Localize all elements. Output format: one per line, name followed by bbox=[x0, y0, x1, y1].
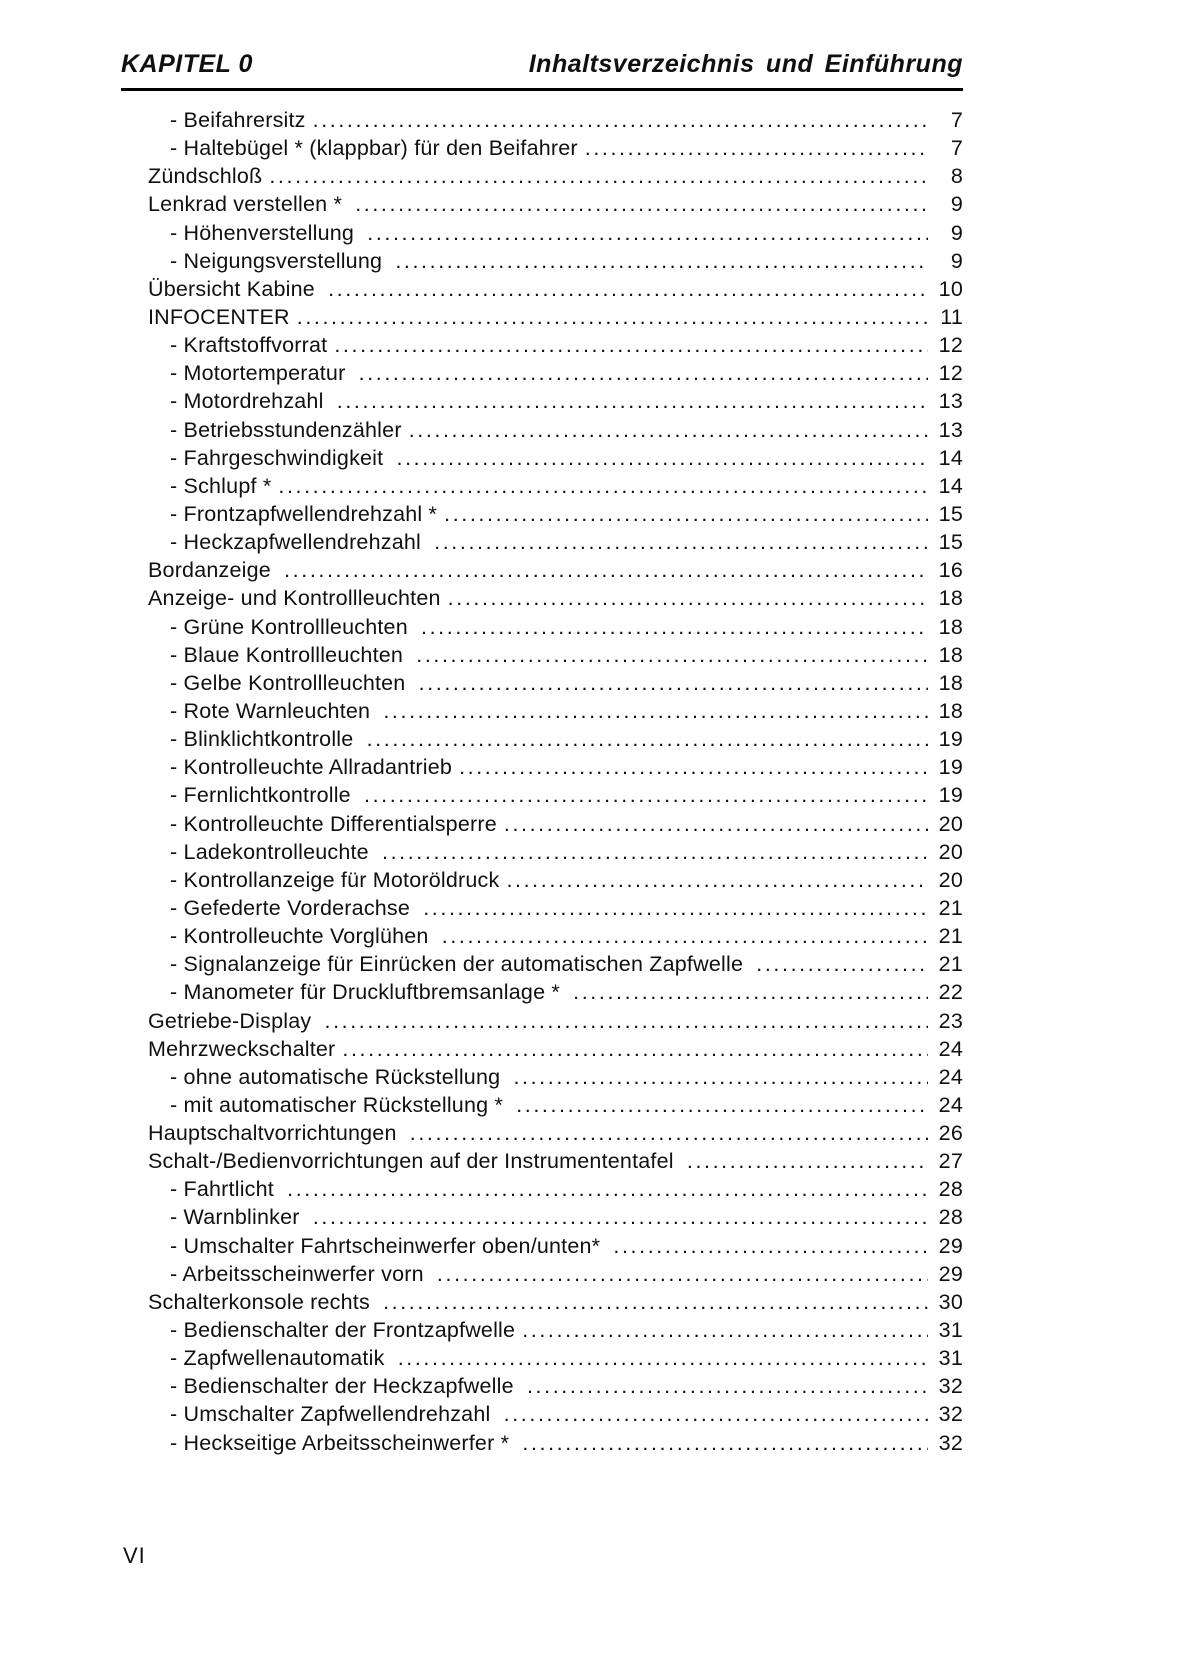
toc-entry-page: 18 bbox=[938, 586, 963, 611]
toc-entry-page: 24 bbox=[938, 1092, 963, 1117]
toc-entry bbox=[148, 840, 963, 868]
toc-leader-dots bbox=[504, 812, 928, 837]
toc-entry bbox=[148, 783, 963, 811]
toc-entry-label: Mehrzweckschalter bbox=[148, 1036, 336, 1061]
toc-leader-dots bbox=[364, 783, 928, 808]
toc-entry-label: - Grüne Kontrollleuchten bbox=[170, 614, 415, 639]
toc-entry-label: - Motortemperatur bbox=[170, 361, 352, 386]
toc-entry-page: 7 bbox=[950, 136, 963, 161]
toc-entry bbox=[148, 699, 963, 727]
toc-entry-label: - Zapfwellenautomatik bbox=[170, 1346, 391, 1371]
toc-entry bbox=[148, 1290, 963, 1318]
toc-entry-label: Anzeige- und Kontrollleuchten bbox=[148, 586, 441, 611]
toc-entry-label: - Heckseitige Arbeitsscheinwerfer * bbox=[170, 1430, 516, 1455]
toc-entry bbox=[148, 192, 963, 220]
toc-leader-dots bbox=[421, 615, 928, 640]
toc-entry bbox=[148, 1037, 963, 1065]
toc-entry bbox=[148, 474, 963, 502]
toc-entry-page: 15 bbox=[938, 530, 963, 555]
toc-entry-label: Schalt-/Bedienvorrichtungen auf der Instrumententafel bbox=[148, 1149, 680, 1174]
toc-entry-label: INFOCENTER bbox=[148, 304, 290, 329]
toc-entry-label: Zündschloß bbox=[148, 164, 263, 189]
toc-entry bbox=[148, 389, 963, 417]
toc-entry-page: 14 bbox=[938, 473, 963, 498]
toc-entry-page: 20 bbox=[938, 811, 963, 836]
toc-entry bbox=[148, 896, 963, 924]
toc-entry-page: 22 bbox=[938, 980, 963, 1005]
toc-leader-dots bbox=[522, 1318, 928, 1343]
toc-entry-label: - Warnblinker bbox=[170, 1205, 306, 1230]
toc-leader-dots bbox=[367, 727, 928, 752]
toc-leader-dots bbox=[313, 108, 928, 133]
toc-leader-dots bbox=[355, 192, 928, 217]
toc-entry-label: - Kontrolleuchte Differentialsperre bbox=[170, 811, 497, 836]
toc-entry bbox=[148, 924, 963, 952]
toc-entry-page: 32 bbox=[938, 1402, 963, 1427]
toc-entry-page: 31 bbox=[938, 1318, 963, 1343]
toc-entry bbox=[148, 755, 963, 783]
toc-leader-dots bbox=[334, 333, 928, 358]
toc-entry-page: 20 bbox=[938, 839, 963, 864]
toc-leader-dots bbox=[459, 755, 928, 780]
toc-entry bbox=[148, 1318, 963, 1346]
toc-entry-page: 14 bbox=[938, 445, 963, 470]
toc-entry-label: - Betriebsstundenzähler bbox=[170, 417, 402, 442]
toc-entry bbox=[148, 136, 963, 164]
toc-entry-page: 11 bbox=[940, 304, 963, 329]
toc-leader-dots bbox=[419, 671, 928, 696]
toc-entry bbox=[148, 1205, 963, 1233]
toc-entry-page: 29 bbox=[938, 1233, 963, 1258]
toc-entry-label: - Signalanzeige für Einrücken der automatischen Zapfwelle bbox=[170, 952, 750, 977]
toc-entry-page: 29 bbox=[938, 1261, 963, 1286]
toc-entry-label: - Höhenverstellung bbox=[170, 220, 361, 245]
toc-entry-page: 7 bbox=[950, 108, 963, 132]
toc-leader-dots bbox=[416, 643, 928, 668]
toc-entry bbox=[148, 643, 963, 671]
toc-entry-page: 21 bbox=[938, 895, 963, 920]
toc-leader-dots bbox=[444, 502, 928, 527]
toc-leader-dots bbox=[382, 840, 928, 865]
chapter-title: Inhaltsverzeichnis und Einführung bbox=[528, 50, 963, 78]
toc-entry-page: 13 bbox=[938, 417, 963, 442]
toc-entry bbox=[148, 333, 963, 361]
toc-entry-label: - Blinklichtkontrolle bbox=[170, 727, 360, 752]
toc-entry-page: 13 bbox=[938, 389, 963, 414]
toc-entry-page: 18 bbox=[938, 642, 963, 667]
toc-entry-page: 8 bbox=[950, 164, 963, 189]
toc-entry-page: 31 bbox=[938, 1346, 963, 1371]
toc-entry-label: Bordanzeige bbox=[148, 558, 278, 583]
toc-leader-dots bbox=[395, 249, 928, 274]
toc-leader-dots bbox=[328, 277, 928, 302]
toc-entry bbox=[148, 108, 963, 136]
toc-entry-page: 24 bbox=[938, 1036, 963, 1061]
toc-entry-label: - Fernlichtkontrolle bbox=[170, 783, 358, 808]
toc-leader-dots bbox=[398, 1346, 928, 1371]
toc-leader-dots bbox=[423, 896, 928, 921]
toc-entry bbox=[148, 1374, 963, 1402]
toc-entry-page: 28 bbox=[938, 1177, 963, 1202]
toc-entry-label: - ohne automatische Rückstellung bbox=[170, 1064, 507, 1089]
toc-entry-page: 30 bbox=[938, 1289, 963, 1314]
toc-entry bbox=[148, 249, 963, 277]
toc-entry-page: 10 bbox=[938, 276, 963, 301]
toc-entry-page: 20 bbox=[938, 867, 963, 892]
toc-leader-dots bbox=[516, 1093, 928, 1118]
toc-entry-label: - Schlupf * bbox=[170, 473, 272, 498]
toc-entry-page: 28 bbox=[938, 1205, 963, 1230]
toc-entry-page: 21 bbox=[938, 924, 963, 949]
toc-entry bbox=[148, 1009, 963, 1037]
toc-entry bbox=[148, 502, 963, 530]
toc-entry-label: - mit automatischer Rückstellung * bbox=[170, 1092, 510, 1117]
toc-entry bbox=[148, 446, 963, 474]
toc-entry-page: 18 bbox=[938, 614, 963, 639]
toc-leader-dots bbox=[442, 924, 928, 949]
toc-leader-dots bbox=[297, 305, 928, 330]
toc-entry bbox=[148, 558, 963, 586]
toc-entry bbox=[148, 1065, 963, 1093]
toc-leader-dots bbox=[613, 1234, 928, 1259]
toc-leader-dots bbox=[585, 136, 928, 161]
toc-entry-label: - Gelbe Kontrollleuchten bbox=[170, 670, 412, 695]
toc-entry-label: Getriebe-Display bbox=[148, 1008, 318, 1033]
page-number: VI bbox=[123, 1543, 146, 1568]
toc-entry-page: 32 bbox=[938, 1430, 963, 1455]
toc-entry bbox=[148, 1346, 963, 1374]
toc-entry-label: - Kontrolleuchte Allradantrieb bbox=[170, 755, 453, 780]
toc-entry-label: - Blaue Kontrollleuchten bbox=[170, 642, 410, 667]
toc-entry bbox=[148, 1177, 963, 1205]
toc-leader-dots bbox=[434, 530, 928, 555]
toc-leader-dots bbox=[504, 1402, 928, 1427]
toc-entry-page: 15 bbox=[938, 501, 963, 526]
toc-entry-page: 32 bbox=[938, 1374, 963, 1399]
chapter-heading: KAPITEL 0 bbox=[121, 50, 253, 78]
toc-entry-label: - Frontzapfwellendrehzahl * bbox=[170, 501, 438, 526]
toc-entry-label: - Heckzapfwellendrehzahl bbox=[170, 530, 428, 555]
toc-leader-dots bbox=[342, 1037, 928, 1062]
toc-list bbox=[121, 108, 963, 1459]
toc-entry-label: - Kontrollanzeige für Motoröldruck bbox=[170, 867, 500, 892]
toc-entry bbox=[148, 1431, 963, 1459]
toc-entry-label: - Rote Warnleuchten bbox=[170, 698, 377, 723]
toc-entry bbox=[148, 530, 963, 558]
toc-entry bbox=[148, 586, 963, 614]
toc-entry-label: - Fahrtlicht bbox=[170, 1177, 281, 1202]
toc-leader-dots bbox=[313, 1205, 928, 1230]
toc-entry-label: - Neigungsverstellung bbox=[170, 248, 389, 273]
toc-leader-dots bbox=[573, 980, 928, 1005]
toc-entry-page: 27 bbox=[938, 1149, 963, 1174]
toc-entry-page: 12 bbox=[938, 333, 963, 358]
toc-entry-label: - Kontrolleuchte Vorglühen bbox=[170, 924, 435, 949]
toc-entry-page: 19 bbox=[938, 755, 963, 780]
toc-leader-dots bbox=[513, 1065, 928, 1090]
toc-leader-dots bbox=[437, 1262, 928, 1287]
toc-leader-dots bbox=[284, 558, 928, 583]
toc-entry-label: - Bedienschalter der Frontzapfwelle bbox=[170, 1318, 516, 1343]
toc-entry-page: 21 bbox=[938, 952, 963, 977]
toc-leader-dots bbox=[325, 1009, 929, 1034]
toc-entry-page: 16 bbox=[938, 558, 963, 583]
toc-entry bbox=[148, 1262, 963, 1290]
toc-entry-label: - Beifahrersitz bbox=[170, 108, 306, 132]
toc-entry bbox=[148, 1093, 963, 1121]
toc-entry-label: - Ladekontrolleuchte bbox=[170, 839, 375, 864]
toc-entry bbox=[148, 418, 963, 446]
toc-leader-dots bbox=[278, 474, 928, 499]
toc-entry-label: - Umschalter Zapfwellendrehzahl bbox=[170, 1402, 497, 1427]
toc-entry-page: 19 bbox=[938, 783, 963, 808]
toc-leader-dots bbox=[527, 1374, 928, 1399]
toc-entry-label: - Haltebügel * (klappbar) für den Beifahrer bbox=[170, 136, 578, 161]
toc-entry bbox=[148, 277, 963, 305]
toc-entry-page: 23 bbox=[938, 1008, 963, 1033]
toc-entry bbox=[148, 1121, 963, 1149]
toc-entry-label: Lenkrad verstellen * bbox=[148, 192, 349, 217]
toc-leader-dots bbox=[506, 868, 928, 893]
toc-entry-label: - Umschalter Fahrtscheinwerfer oben/unten* bbox=[170, 1233, 607, 1258]
page-header bbox=[121, 50, 963, 91]
toc-entry bbox=[148, 727, 963, 755]
toc-entry-label: - Bedienschalter der Heckzapfwelle bbox=[170, 1374, 520, 1399]
toc-leader-dots bbox=[359, 361, 928, 386]
toc-entry-label: - Motordrehzahl bbox=[170, 389, 330, 414]
toc-entry-label: - Gefederte Vorderachse bbox=[170, 895, 417, 920]
toc-entry bbox=[148, 980, 963, 1008]
toc-leader-dots bbox=[397, 446, 929, 471]
toc-leader-dots bbox=[756, 952, 928, 977]
toc-entry bbox=[148, 952, 963, 980]
toc-entry-label: Übersicht Kabine bbox=[148, 276, 322, 301]
toc-entry-label: - Fahrgeschwindigkeit bbox=[170, 445, 390, 470]
toc-entry-label: Hauptschaltvorrichtungen bbox=[148, 1121, 403, 1146]
toc-entry bbox=[148, 1402, 963, 1430]
toc-entry-page: 24 bbox=[938, 1064, 963, 1089]
toc-entry-page: 9 bbox=[950, 220, 963, 245]
toc-entry-page: 19 bbox=[938, 727, 963, 752]
toc-leader-dots bbox=[410, 1121, 928, 1146]
toc-entry-page: 12 bbox=[938, 361, 963, 386]
toc-entry-label: - Kraftstoffvorrat bbox=[170, 333, 328, 358]
toc-entry-page: 26 bbox=[938, 1121, 963, 1146]
toc-entry-label: Schalterkonsole rechts bbox=[148, 1289, 377, 1314]
toc-entry bbox=[148, 868, 963, 896]
page-content bbox=[121, 50, 963, 1459]
toc-leader-dots bbox=[687, 1149, 928, 1174]
toc-leader-dots bbox=[383, 699, 928, 724]
toc-entry bbox=[148, 671, 963, 699]
toc-entry-label: - Manometer für Druckluftbremsanlage * bbox=[170, 980, 567, 1005]
toc-leader-dots bbox=[522, 1431, 928, 1456]
toc-leader-dots bbox=[269, 164, 928, 189]
toc-leader-dots bbox=[287, 1177, 928, 1202]
toc-entry bbox=[148, 615, 963, 643]
toc-entry-page: 9 bbox=[950, 192, 963, 217]
toc-entry bbox=[148, 812, 963, 840]
toc-entry-page: 18 bbox=[938, 698, 963, 723]
toc-leader-dots bbox=[367, 221, 928, 246]
toc-entry bbox=[148, 1149, 963, 1177]
toc-entry-page: 18 bbox=[938, 670, 963, 695]
toc-entry-label: - Arbeitsscheinwerfer vorn bbox=[170, 1261, 430, 1286]
toc-entry bbox=[148, 164, 963, 192]
toc-leader-dots bbox=[337, 389, 928, 414]
toc-leader-dots bbox=[448, 586, 928, 611]
toc-leader-dots bbox=[409, 418, 928, 443]
toc-entry-page: 9 bbox=[950, 248, 963, 273]
toc-entry bbox=[148, 305, 963, 333]
toc-entry bbox=[148, 221, 963, 249]
toc-entry bbox=[148, 1234, 963, 1262]
toc-entry bbox=[148, 361, 963, 389]
toc-leader-dots bbox=[383, 1290, 928, 1315]
